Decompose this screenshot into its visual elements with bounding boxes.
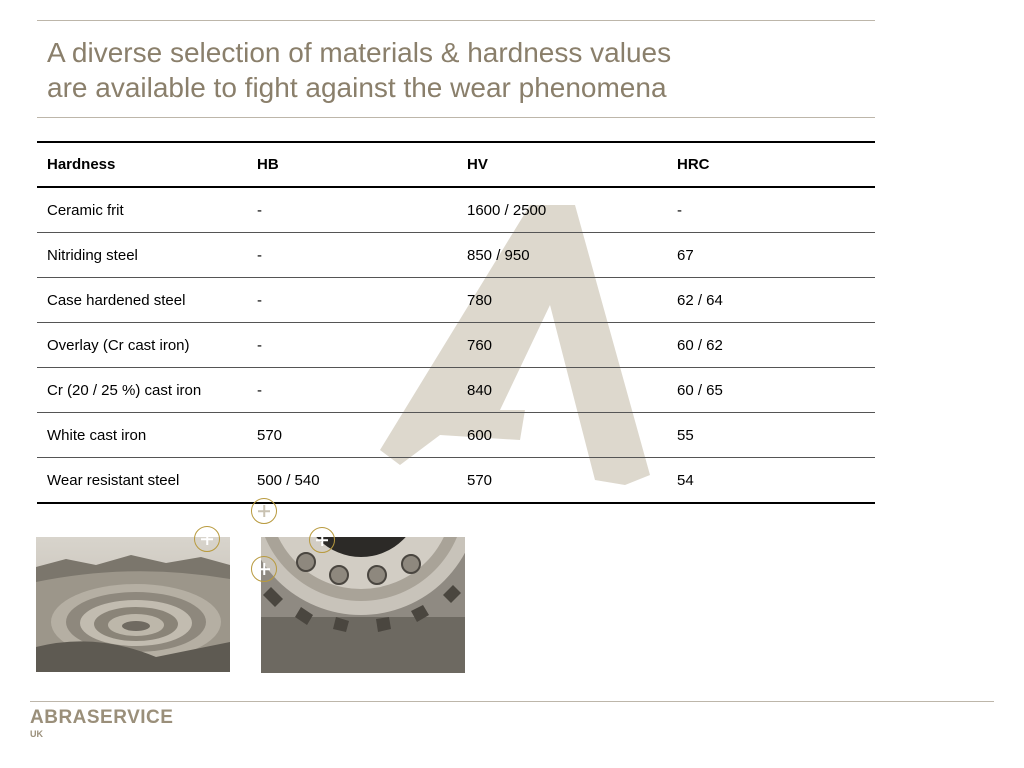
hv-cell: 1600 / 2500 xyxy=(467,201,547,219)
header-hardness: Hardness xyxy=(47,156,116,173)
hrc-cell: 60 / 62 xyxy=(677,336,723,354)
material-cell: Case hardened steel xyxy=(47,291,186,309)
material-cell: Nitriding steel xyxy=(47,246,138,264)
title-line-2: are available to fight against the wear phenomena xyxy=(47,72,667,103)
material-cell: White cast iron xyxy=(47,426,147,444)
footer-rule xyxy=(30,701,994,702)
material-cell: Overlay (Cr cast iron) xyxy=(47,336,190,354)
hrc-cell: 54 xyxy=(677,471,694,489)
table-header-row xyxy=(37,142,875,187)
title-rule xyxy=(37,117,875,118)
top-rule xyxy=(37,20,875,21)
open-pit-mine-photo xyxy=(36,537,230,672)
hv-cell: 840 xyxy=(467,381,493,399)
hv-cell: 780 xyxy=(467,291,493,309)
material-cell: Cr (20 / 25 %) cast iron xyxy=(47,381,202,399)
table-row xyxy=(37,233,875,278)
header-hb: HB xyxy=(257,156,279,173)
hb-cell: - xyxy=(257,291,262,309)
hb-cell: 570 xyxy=(257,426,283,444)
hb-cell: - xyxy=(257,336,262,354)
abraservice-logo xyxy=(30,708,173,740)
header-hv: HV xyxy=(467,156,488,173)
table-row xyxy=(37,187,875,233)
hrc-cell: 55 xyxy=(677,426,694,444)
hb-cell: - xyxy=(257,246,262,264)
logo-sub-text: UK xyxy=(30,729,43,739)
logo-brand-text: ABRASERVICE xyxy=(30,707,174,728)
title-line-1: A diverse selection of materials & hardness values xyxy=(47,37,672,68)
hb-cell: - xyxy=(257,201,262,219)
hrc-cell: 67 xyxy=(677,246,694,264)
mine-image-icon xyxy=(36,537,230,672)
hb-cell: 500 / 540 xyxy=(257,471,320,489)
hotspot-plus-icon-2[interactable] xyxy=(194,526,220,552)
material-cell: Ceramic frit xyxy=(47,201,124,219)
table-row xyxy=(37,368,875,413)
hv-cell: 570 xyxy=(467,471,493,489)
hotspot-plus-icon-4[interactable] xyxy=(251,556,277,582)
hotspot-plus-icon-1[interactable] xyxy=(251,498,277,524)
hv-cell: 600 xyxy=(467,426,493,444)
table-row xyxy=(37,278,875,323)
table-row xyxy=(37,413,875,458)
hardness-table xyxy=(37,141,875,504)
header-hrc: HRC xyxy=(677,156,710,173)
page-title xyxy=(47,35,867,105)
material-cell: Wear resistant steel xyxy=(47,471,180,489)
hrc-cell: 60 / 65 xyxy=(677,381,723,399)
hv-cell: 760 xyxy=(467,336,493,354)
hrc-cell: 62 / 64 xyxy=(677,291,723,309)
excavator-image-icon xyxy=(261,537,465,673)
bucket-wheel-excavator-photo xyxy=(261,537,465,673)
table-row xyxy=(37,323,875,368)
table-row xyxy=(37,458,875,504)
hv-cell: 850 / 950 xyxy=(467,246,530,264)
hotspot-plus-icon-3[interactable] xyxy=(309,527,335,553)
hrc-cell: - xyxy=(677,201,682,219)
hb-cell: - xyxy=(257,381,262,399)
